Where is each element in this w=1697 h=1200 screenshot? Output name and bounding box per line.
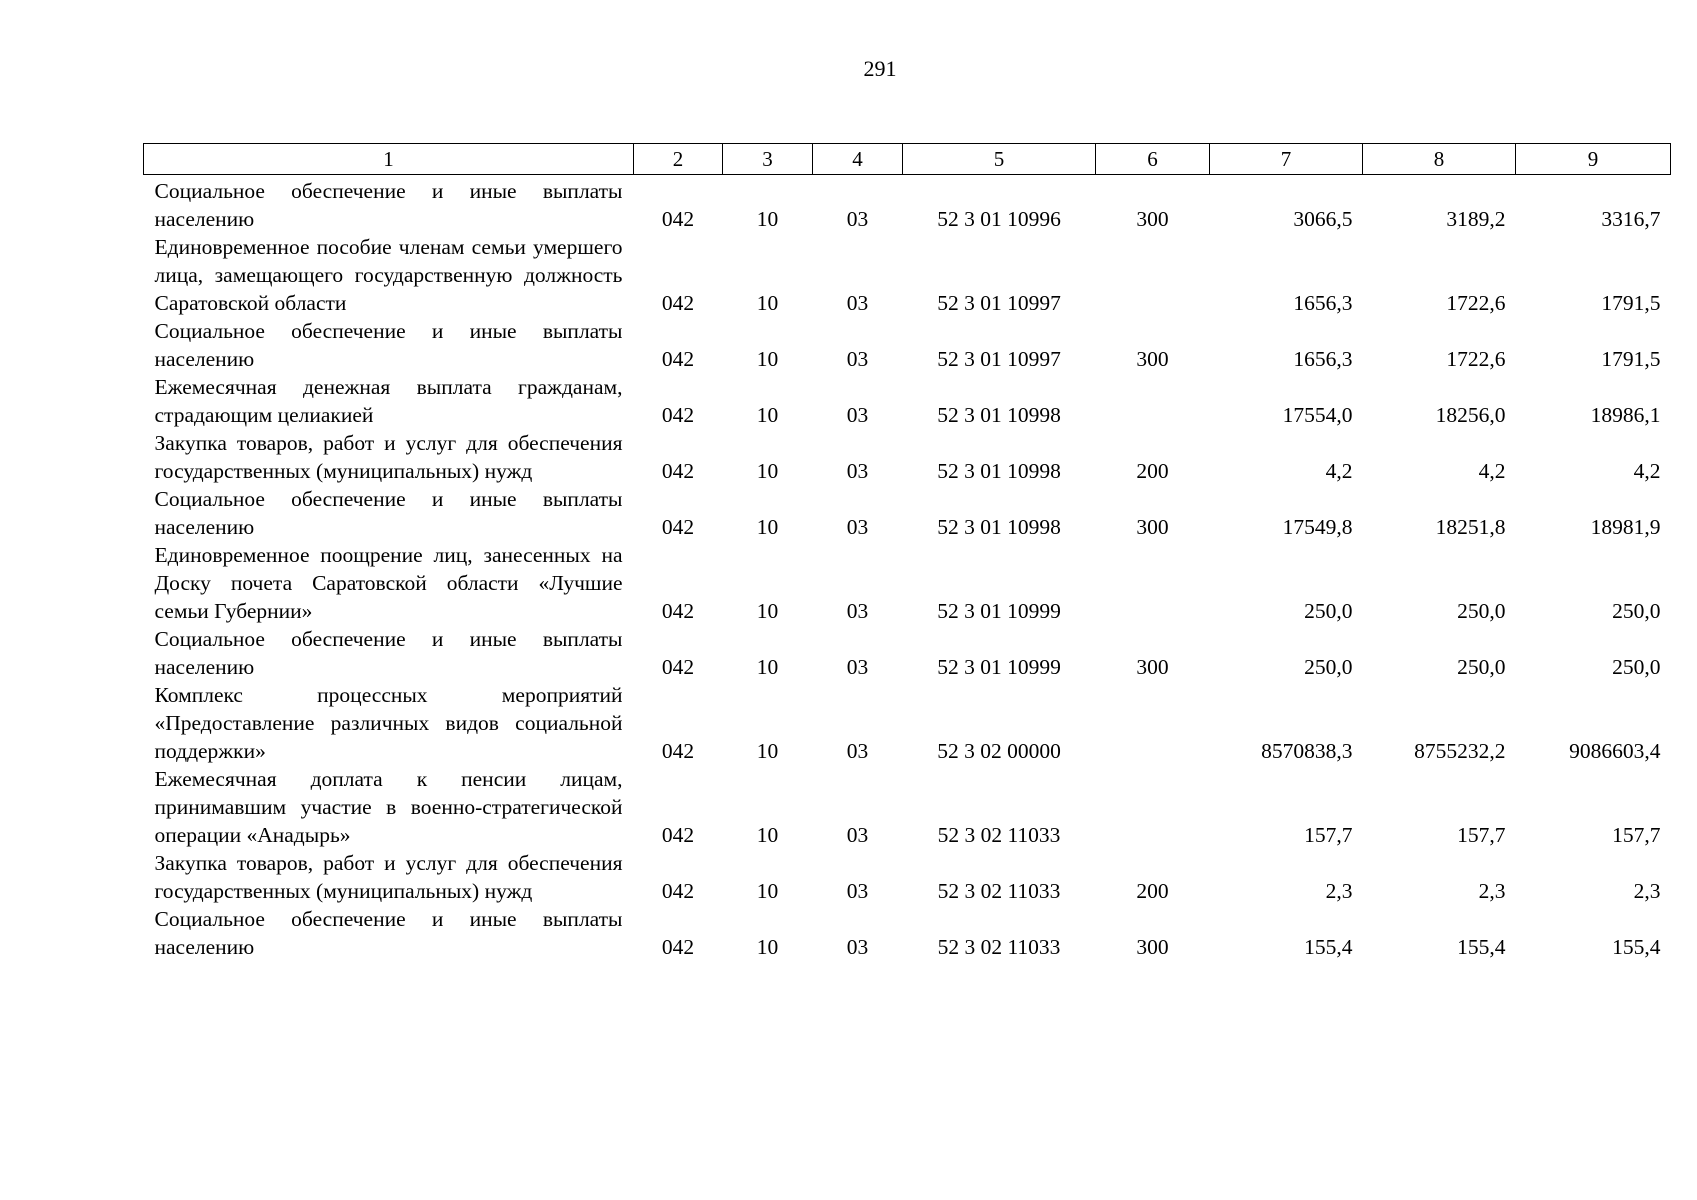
cell-expense-type: [1096, 765, 1210, 849]
cell-expense-type: [1096, 373, 1210, 429]
cell-amount-year-3: 4,2: [1633, 459, 1661, 483]
cell-expense-type: 200: [1136, 879, 1169, 903]
row-name: Социальное обеспечение и иные выплаты населению: [154, 179, 623, 231]
cell-amount-year-1: 250,0: [1304, 599, 1353, 623]
cell-amount-year-1: 157,7: [1304, 823, 1353, 847]
cell-amount-year-2: 1722,6: [1446, 291, 1506, 315]
table-row: [144, 849, 1671, 905]
table-row: [144, 317, 1671, 373]
cell-amount-year-2: 157,7: [1457, 823, 1506, 847]
cell-amount-year-2: 2,3: [1478, 879, 1506, 903]
table-row: [144, 625, 1671, 681]
table-row: [144, 765, 1671, 849]
column-header: 5: [903, 144, 1096, 175]
cell-ministry: 042: [661, 655, 695, 679]
cell-amount-year-1: 1656,3: [1293, 347, 1353, 371]
cell-target-article: 52 3 02 11033: [937, 935, 1061, 959]
table-row: [144, 429, 1671, 485]
cell-section: 10: [756, 935, 779, 959]
cell-ministry: 042: [661, 403, 695, 427]
row-name: Закупка товаров, работ и услуг для обеспечения государственных (муниципальных) нужд: [154, 431, 623, 483]
cell-target-article: 52 3 01 10997: [937, 347, 1061, 371]
cell-subsection: 03: [846, 599, 869, 623]
cell-target-article: 52 3 01 10996: [937, 207, 1061, 231]
row-name: Ежемесячная денежная выплата гражданам, страдающим целиакией: [154, 375, 623, 427]
cell-section: 10: [756, 515, 779, 539]
cell-expense-type: 300: [1136, 207, 1169, 231]
cell-expense-type: [1096, 541, 1210, 625]
cell-ministry: 042: [661, 599, 695, 623]
table-row: [144, 485, 1671, 541]
cell-amount-year-3: 9086603,4: [1569, 739, 1661, 763]
cell-subsection: 03: [846, 935, 869, 959]
cell-amount-year-2: 4,2: [1478, 459, 1506, 483]
cell-section: 10: [756, 207, 779, 231]
header-row: [144, 144, 1671, 175]
cell-expense-type: [1096, 681, 1210, 765]
row-name: Единовременное пособие членам семьи умершего лица, замещающего государственную должность Саратовской области: [154, 235, 623, 315]
cell-ministry: 042: [661, 935, 695, 959]
column-header: 9: [1516, 144, 1671, 175]
cell-amount-year-3: 18986,1: [1590, 403, 1661, 427]
row-name: Комплекс процессных мероприятий «Предоставление различных видов социальной поддержки»: [154, 683, 623, 763]
table-row: [144, 541, 1671, 625]
cell-amount-year-2: 18251,8: [1435, 515, 1506, 539]
cell-expense-type: 200: [1136, 459, 1169, 483]
cell-subsection: 03: [846, 823, 869, 847]
cell-amount-year-2: 155,4: [1457, 935, 1506, 959]
row-name: Закупка товаров, работ и услуг для обеспечения государственных (муниципальных) нужд: [154, 851, 623, 903]
cell-subsection: 03: [846, 347, 869, 371]
cell-amount-year-3: 18981,9: [1590, 515, 1661, 539]
column-header: 8: [1363, 144, 1516, 175]
cell-amount-year-2: 1722,6: [1446, 347, 1506, 371]
row-name: Социальное обеспечение и иные выплаты населению: [154, 319, 623, 371]
cell-ministry: 042: [661, 739, 695, 763]
cell-subsection: 03: [846, 515, 869, 539]
cell-ministry: 042: [661, 459, 695, 483]
cell-subsection: 03: [846, 459, 869, 483]
column-header: 1: [144, 144, 634, 175]
row-name: Социальное обеспечение и иные выплаты населению: [154, 627, 623, 679]
column-header: 3: [723, 144, 813, 175]
cell-target-article: 52 3 01 10997: [937, 291, 1061, 315]
cell-amount-year-2: 3189,2: [1446, 207, 1506, 231]
cell-section: 10: [756, 739, 779, 763]
table-row: [144, 905, 1671, 961]
cell-subsection: 03: [846, 879, 869, 903]
column-header: 7: [1210, 144, 1363, 175]
table-row: [144, 373, 1671, 429]
cell-ministry: 042: [661, 823, 695, 847]
cell-target-article: 52 3 01 10999: [937, 599, 1061, 623]
row-name: Социальное обеспечение и иные выплаты населению: [154, 487, 623, 539]
cell-section: 10: [756, 291, 779, 315]
cell-target-article: 52 3 01 10999: [937, 655, 1061, 679]
cell-amount-year-2: 250,0: [1457, 655, 1506, 679]
cell-subsection: 03: [846, 403, 869, 427]
cell-section: 10: [756, 879, 779, 903]
cell-amount-year-3: 3316,7: [1601, 207, 1661, 231]
cell-target-article: 52 3 01 10998: [937, 515, 1061, 539]
cell-ministry: 042: [661, 515, 695, 539]
cell-target-article: 52 3 02 11033: [937, 879, 1061, 903]
column-header: 2: [634, 144, 723, 175]
page-number: 291: [863, 56, 897, 81]
cell-section: 10: [756, 823, 779, 847]
cell-section: 10: [756, 403, 779, 427]
cell-subsection: 03: [846, 207, 869, 231]
cell-target-article: 52 3 02 00000: [937, 739, 1061, 763]
cell-target-article: 52 3 02 11033: [937, 823, 1061, 847]
cell-amount-year-3: 250,0: [1612, 599, 1661, 623]
cell-amount-year-3: 157,7: [1612, 823, 1661, 847]
cell-amount-year-1: 1656,3: [1293, 291, 1353, 315]
cell-expense-type: 300: [1136, 515, 1169, 539]
cell-section: 10: [756, 599, 779, 623]
table-body: [144, 175, 1671, 962]
cell-expense-type: 300: [1136, 347, 1169, 371]
cell-amount-year-1: 17554,0: [1282, 403, 1353, 427]
cell-amount-year-3: 155,4: [1612, 935, 1661, 959]
cell-subsection: 03: [846, 655, 869, 679]
cell-target-article: 52 3 01 10998: [937, 459, 1061, 483]
table-row: [144, 233, 1671, 317]
table-row: [144, 681, 1671, 765]
cell-expense-type: [1096, 233, 1210, 317]
cell-ministry: 042: [661, 879, 695, 903]
cell-amount-year-2: 8755232,2: [1414, 739, 1506, 763]
cell-amount-year-3: 1791,5: [1601, 347, 1661, 371]
cell-expense-type: 300: [1136, 655, 1169, 679]
cell-amount-year-3: 2,3: [1633, 879, 1661, 903]
cell-amount-year-1: 2,3: [1325, 879, 1353, 903]
cell-amount-year-1: 155,4: [1304, 935, 1353, 959]
cell-subsection: 03: [846, 291, 869, 315]
cell-subsection: 03: [846, 739, 869, 763]
budget-table: [143, 143, 1671, 961]
cell-amount-year-1: 4,2: [1325, 459, 1353, 483]
cell-expense-type: 300: [1136, 935, 1169, 959]
cell-section: 10: [756, 655, 779, 679]
cell-amount-year-1: 8570838,3: [1261, 739, 1353, 763]
cell-amount-year-2: 18256,0: [1435, 403, 1506, 427]
cell-amount-year-2: 250,0: [1457, 599, 1506, 623]
cell-amount-year-1: 17549,8: [1282, 515, 1353, 539]
table-row: [144, 175, 1671, 234]
row-name: Ежемесячная доплата к пенсии лицам, принимавшим участие в военно-стратегической операции «Анадырь»: [154, 767, 623, 847]
column-header: 4: [813, 144, 903, 175]
cell-amount-year-1: 250,0: [1304, 655, 1353, 679]
cell-target-article: 52 3 01 10998: [937, 403, 1061, 427]
cell-ministry: 042: [661, 291, 695, 315]
cell-amount-year-3: 1791,5: [1601, 291, 1661, 315]
cell-amount-year-1: 3066,5: [1293, 207, 1353, 231]
cell-ministry: 042: [661, 347, 695, 371]
cell-section: 10: [756, 459, 779, 483]
row-name: Единовременное поощрение лиц, занесенных на Доску почета Саратовской области «Лучшие семьи Губернии»: [154, 543, 623, 623]
column-header: 6: [1096, 144, 1210, 175]
cell-amount-year-3: 250,0: [1612, 655, 1661, 679]
row-name: Социальное обеспечение и иные выплаты населению: [154, 907, 623, 959]
cell-section: 10: [756, 347, 779, 371]
cell-ministry: 042: [661, 207, 695, 231]
